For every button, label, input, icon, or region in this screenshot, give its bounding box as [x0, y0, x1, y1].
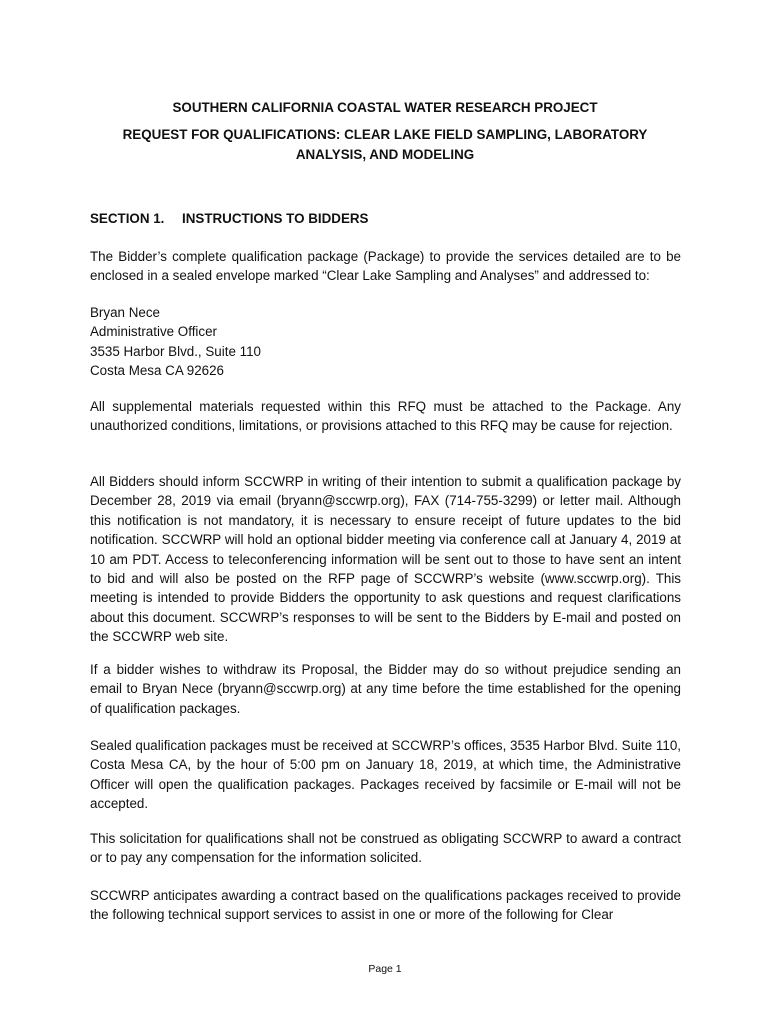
section-title: INSTRUCTIONS TO BIDDERS: [182, 211, 369, 226]
intro-paragraph: The Bidder’s complete qualification package (Package) to provide the services detailed are to be enclosed in a sealed envelope marked “Clear Lake Sampling and Analyses” and addressed to:: [90, 249, 681, 284]
withdrawal-paragraph: If a bidder wishes to withdraw its Proposal, the Bidder may do so without prejudice sending an email to Bryan Nece (bryann@sccwrp.org) at any time before the time established for the opening of qualification packages.: [90, 662, 681, 716]
organization-title: SOUTHERN CALIFORNIA COASTAL WATER RESEARCH PROJECT: [172, 100, 598, 115]
address-city-state-zip: Costa Mesa CA 92626: [90, 363, 224, 379]
supplemental-materials-paragraph: All supplemental materials requested within this RFQ must be attached to the Package. Any unauthorized conditions, limitations, or provisions attached to this RFQ may be cause for rejection.: [90, 399, 681, 434]
rfq-title: REQUEST FOR QUALIFICATIONS: CLEAR LAKE FIELD SAMPLING, LABORATORY ANALYSIS, AND MODELING: [122, 127, 648, 162]
page-number: Page 1: [368, 963, 402, 975]
no-obligation-paragraph: This solicitation for qualifications shall not be construed as obligating SCCWRP to award a contract or to pay any compensation for the information solicited.: [90, 831, 681, 866]
section-number: SECTION 1.: [90, 211, 165, 226]
address-name: Bryan Nece: [90, 305, 160, 320]
anticipated-award-paragraph: SCCWRP anticipates awarding a contract based on the qualifications packages received to provide the following technical support services to assist in one or more of the following for Clear: [90, 888, 681, 923]
address-position: Administrative Officer: [90, 324, 218, 340]
submission-deadline-paragraph: Sealed qualification packages must be received at SCCWRP’s offices, 3535 Harbor Blvd. Suite 110, Costa Mesa CA, by the hour of 5:00 pm on January 18, 2019, at which time, the Administrative Officer will open the qualification packages. Packages received by facsimile or E-mail will not be accepted.: [90, 738, 681, 812]
mailing-address: [90, 303, 261, 381]
intent-to-bid-paragraph: All Bidders should inform SCCWRP in writing of their intention to submit a qualification package by December 28, 2019 via email (bryann@sccwrp.org), FAX (714-755-3299) or letter mail. Although this notification is not mandatory, it is necessary to ensure receipt of future updates to the bid notification. SCCWRP will hold an optional bidder meeting via conference call at January 4, 2019 at 10 am PDT. Access to teleconferencing information will be sent out to those to have sent an intent to bid and will also be posted on the RFP page of SCCWRP’s website (www.sccwrp.org). This meeting is intended to provide Bidders the opportunity to ask questions and request clarifications about this document. SCCWRP’s responses to will be sent to the Bidders by E-mail and posted on the SCCWRP web site.: [90, 474, 681, 645]
address-street: 3535 Harbor Blvd., Suite 110: [90, 343, 261, 359]
section-heading: [90, 209, 369, 229]
